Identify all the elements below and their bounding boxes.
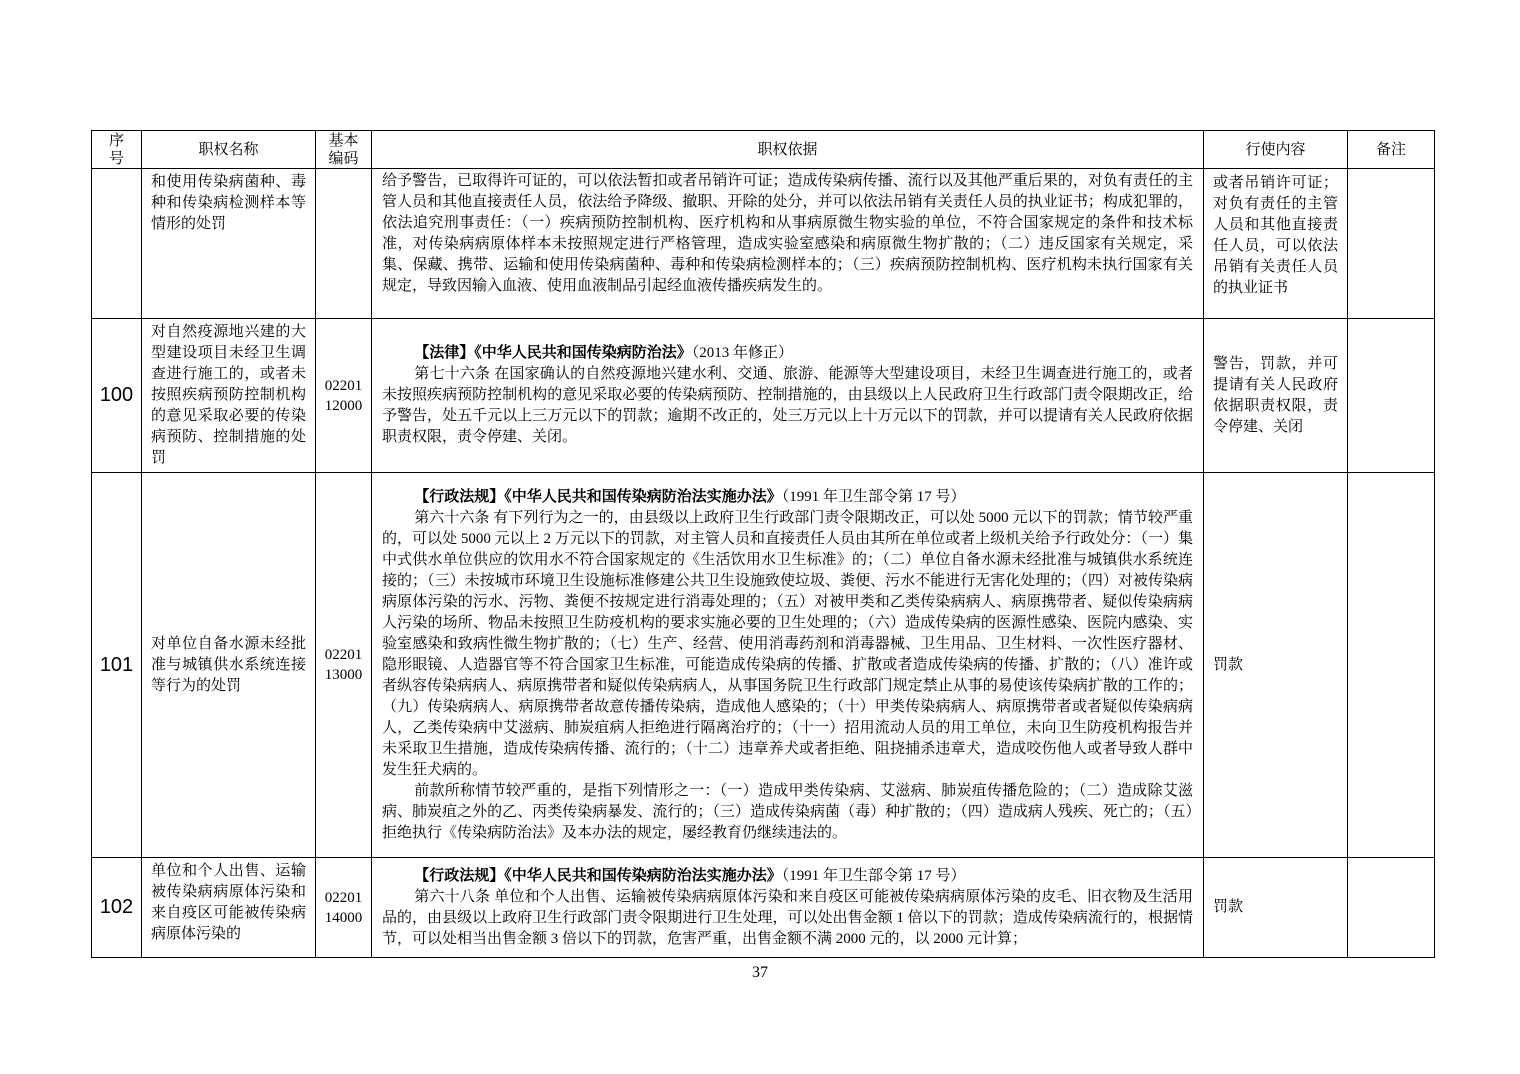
serial-cell	[92, 169, 142, 319]
authority-table	[91, 130, 1435, 958]
note-cell	[1348, 473, 1435, 858]
header-note: 备注	[1348, 131, 1435, 169]
content-cell: 罚款	[1204, 473, 1348, 858]
code-cell	[316, 473, 372, 858]
code-cell	[316, 169, 372, 319]
name-cell: 对单位自备水源未经批准与城镇供水系统连接等行为的处罚	[142, 473, 316, 858]
serial-cell: 101	[92, 473, 142, 858]
code-cell	[316, 858, 372, 958]
basis-cell	[372, 169, 1204, 319]
table-row	[92, 473, 1435, 858]
note-cell	[1348, 169, 1435, 319]
basis-paragraph: 第七十六条 在国家确认的自然疫源地兴建水利、交通、旅游、能源等大型建设项目，未经卫生调查进行施工的，或者未按照疾病预防控制机构的意见采取必要的传染病预防、控制措施的，由县级以上人民政府卫生行政部门责令限期改正，给予警告，处五千元以上三万元以下的罚款；逾期不改正的，处三万元以上十万元以下的罚款，并可以提请有关人民政府依据职责权限，责令停建、关闭。	[382, 366, 1193, 445]
code-cell	[316, 319, 372, 473]
basis-law-title-paragraph	[382, 343, 1193, 364]
basis-cell	[372, 473, 1204, 858]
basis-paragraph: 第六十六条 有下列行为之一的，由县级以上政府卫生行政部门责令限期改正，可以处 5000 元以下的罚款；情节较严重的，可以处 5000 元以上 2 万元以下的罚款，对主管人员和直接责任人员由其所在单位或者上级机关给予行政处分：（一）集中式供水单位供应的饮用水不符合国家规定的《生活饮用水卫生标准》的；（二）单位自备水源未经批准与城镇供水系统连接的；（三）未按城市环境卫生设施标准修建公共卫生设施致使垃圾、粪便、污水不能进行无害化处理的；（四）对被传染病病原体污染的污水、污物、粪便不按规定进行消毒处理的；（五）对被甲类和乙类传染病病人、病原携带者、疑似传染病病人污染的场所、物品未按照卫生防疫机构的要求实施必要的卫生处理的；（六）造成传染病的医源性感染、医院内感染、实验室感染和致病性微生物扩散的；（七）生产、经营、使用消毒药剂和消毒器械、卫生用品、卫生材料、一次性医疗器材、隐形眼镜、人造器官等不符合国家卫生标准，可能造成传染病的传播、扩散或者造成传染病的传播、扩散的；（八）准许或者纵容传染病病人、病原携带者和疑似传染病病人，从事国务院卫生行政部门规定禁止从事的易使该传染病扩散的工作的；（九）传染病病人、病原携带者故意传播传染病，造成他人感染的；（十）甲类传染病病人、病原携带者或者疑似传染病病人，乙类传染病中艾滋病、肺炭疽病人拒绝进行隔离治疗的；（十一）招用流动人员的用工单位，未向卫生防疫机构报告并未采取卫生措施，造成传染病传播、流行的；（十二）违章养犬或者拒绝、阻挠捕杀违章犬，造成咬伤他人或者导致人群中发生狂犬病的。	[382, 509, 1193, 778]
header-code	[316, 131, 372, 169]
basis-cell	[372, 858, 1204, 958]
basis-paragraph: 前款所称情节较严重的，是指下列情形之一：（一）造成甲类传染病、艾滋病、肺炭疽传播危险的；（二）造成除艾滋病、肺炭疽之外的乙、丙类传染病暴发、流行的；（三）造成传染病菌（毒）种扩散的；（四）造成病人残疾、死亡的；（五）拒绝执行《传染病防治法》及本办法的规定，屡经教育仍继续违法的。	[382, 782, 1193, 841]
basis-paragraph: 第六十八条 单位和个人出售、运输被传染病病原体污染和来自疫区可能被传染病病原体污染的皮毛、旧衣物及生活用品的，由县级以上政府卫生行政部门责令限期进行卫生处理，可以处出售金额 1 倍以下的罚款；造成传染病流行的，根据情节，可以处相当出售金额 3 倍以下的罚款，危害严重，出售金额不满 2000 元的，以 2000 元计算；	[382, 888, 1193, 947]
content-cell: 警告，罚款，并可提请有关人民政府依据职责权限，责令停建、关闭	[1204, 319, 1348, 473]
header-code-label: 基本编码	[328, 132, 359, 167]
code-line: 14000	[324, 909, 363, 926]
page-number: 37	[752, 964, 768, 981]
basis-paragraph: 给予警告，已取得许可证的，可以依法暂扣或者吊销许可证；造成传染病传播、流行以及其他严重后果的，对负有责任的主管人员和其他直接责任人员，依法给予降级、撤职、开除的处分，并可以依法吊销有关责任人员的执业证书；构成犯罪的，依法追究刑事责任：（一）疾病预防控制机构、医疗机构和从事病原微生物实验的单位，不符合国家规定的条件和技术标准，对传染病病原体样本未按照规定进行严格管理，造成实验室感染和病原微生物扩散的；（二）违反国家有关规定，采集、保藏、携带、运输和使用传染病菌种、毒种和传染病检测样本的；（三）疾病预防控制机构、医疗机构未执行国家有关规定，导致因输入血液、使用血液制品引起经血液传播疾病发生的。	[382, 173, 1193, 294]
header-name: 职权名称	[142, 131, 316, 169]
law-title-suffix: （1991 年卫生部令第 17 号）	[781, 488, 966, 505]
law-title-suffix: （2013 年修正）	[691, 345, 794, 361]
header-basis: 职权依据	[372, 131, 1204, 169]
header-content: 行使内容	[1204, 131, 1348, 169]
law-title: 【法律】《中华人民共和国传染病防治法》	[414, 345, 692, 361]
table-header-row	[92, 131, 1435, 169]
content-cell: 或者吊销许可证；对负有责任的主管人员和其他直接责任人员，可以依法吊销有关责任人员的执业证书	[1204, 169, 1348, 319]
code-line: 02201	[324, 889, 363, 906]
code-line: 13000	[324, 667, 363, 683]
code-line: 12000	[324, 397, 363, 414]
content-cell: 罚款	[1204, 858, 1348, 958]
basis-law-title-paragraph	[382, 487, 1193, 508]
table-row	[92, 858, 1435, 958]
header-serial	[92, 131, 142, 169]
basis-cell	[372, 319, 1204, 473]
note-cell	[1348, 319, 1435, 473]
name-cell: 对自然疫源地兴建的大型建设项目未经卫生调查进行施工的，或者未按照疾病预防控制机构的意见采取必要的传染病预防、控制措施的处罚	[142, 319, 316, 473]
header-serial-label: 序号	[108, 132, 124, 167]
law-title-suffix: （1991 年卫生部令第 17 号）	[781, 867, 966, 884]
table-row	[92, 169, 1435, 319]
note-cell	[1348, 858, 1435, 958]
code-line: 02201	[324, 647, 363, 663]
code-line: 02201	[324, 377, 363, 394]
basis-law-title-paragraph	[382, 866, 1193, 887]
name-cell: 单位和个人出售、运输被传染病病原体污染和来自疫区可能被传染病病原体污染的	[142, 858, 316, 958]
law-title: 【行政法规】《中华人民共和国传染病防治法实施办法》	[414, 488, 782, 505]
name-cell: 和使用传染病菌种、毒种和传染病检测样本等情形的处罚	[142, 169, 316, 319]
serial-cell: 100	[92, 319, 142, 473]
law-title: 【行政法规】《中华人民共和国传染病防治法实施办法》	[414, 867, 782, 884]
table-row	[92, 319, 1435, 473]
serial-cell: 102	[92, 858, 142, 958]
